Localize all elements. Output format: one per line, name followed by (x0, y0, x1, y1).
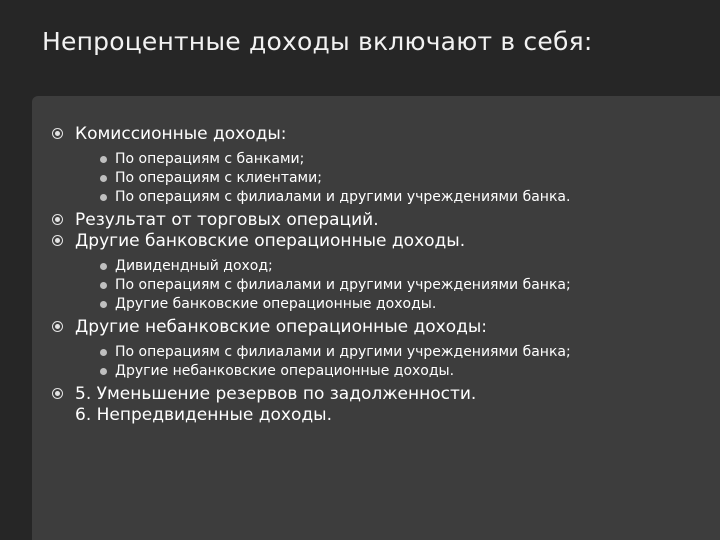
sub-list-item: Другие банковские операционные доходы. (100, 295, 688, 314)
dot-bullet-icon (100, 263, 107, 270)
list-item-nonbank-operational (48, 317, 688, 338)
circle-bullet-icon (52, 321, 63, 332)
dot-bullet-icon (100, 282, 107, 289)
dot-bullet-icon (100, 368, 107, 375)
bullet-list (48, 124, 688, 426)
sub-list-item: По операциям с клиентами; (100, 169, 688, 188)
item-text: Комиссионные доходы: (75, 124, 287, 144)
list-item-bank-operational (48, 231, 688, 252)
item-text: Другие банковские операционные доходы. (75, 231, 466, 251)
item-text: 5. Уменьшение резервов по задолженности. (75, 384, 477, 404)
sub-list-item: По операциям с банками; (100, 150, 688, 169)
sub-list-item: По операциям с филиалами и другими учреждениями банка. (100, 188, 688, 207)
sub-list-item: Другие небанковские операционные доходы. (100, 362, 688, 381)
item-text: Другие небанковские операционные доходы: (75, 317, 488, 337)
circle-bullet-icon (52, 128, 63, 139)
dot-bullet-icon (100, 156, 107, 163)
circle-bullet-icon (52, 388, 63, 399)
slide-title: Непроцентные доходы включают в себя: (42, 27, 593, 56)
sub-list-item: Дивидендный доход; (100, 257, 688, 276)
dot-bullet-icon (100, 301, 107, 308)
circle-bullet-icon (52, 235, 63, 246)
sub-list-item: По операциям с филиалами и другими учреждениями банка; (100, 276, 688, 295)
dot-bullet-icon (100, 349, 107, 356)
dot-bullet-icon (100, 175, 107, 182)
list-item-trading (48, 210, 688, 231)
list-item-commission (48, 124, 688, 145)
item-text: 6. Непредвиденные доходы. (75, 405, 332, 425)
sublist-commission (48, 150, 688, 207)
dot-bullet-icon (100, 194, 107, 201)
sub-list-item: По операциям с филиалами и другими учреждениями банка; (100, 343, 688, 362)
item-text: Результат от торговых операций. (75, 210, 379, 230)
list-item-numbered (48, 384, 688, 426)
sublist-nonbank-operational (48, 343, 688, 381)
sublist-bank-operational (48, 257, 688, 314)
circle-bullet-icon (52, 214, 63, 225)
